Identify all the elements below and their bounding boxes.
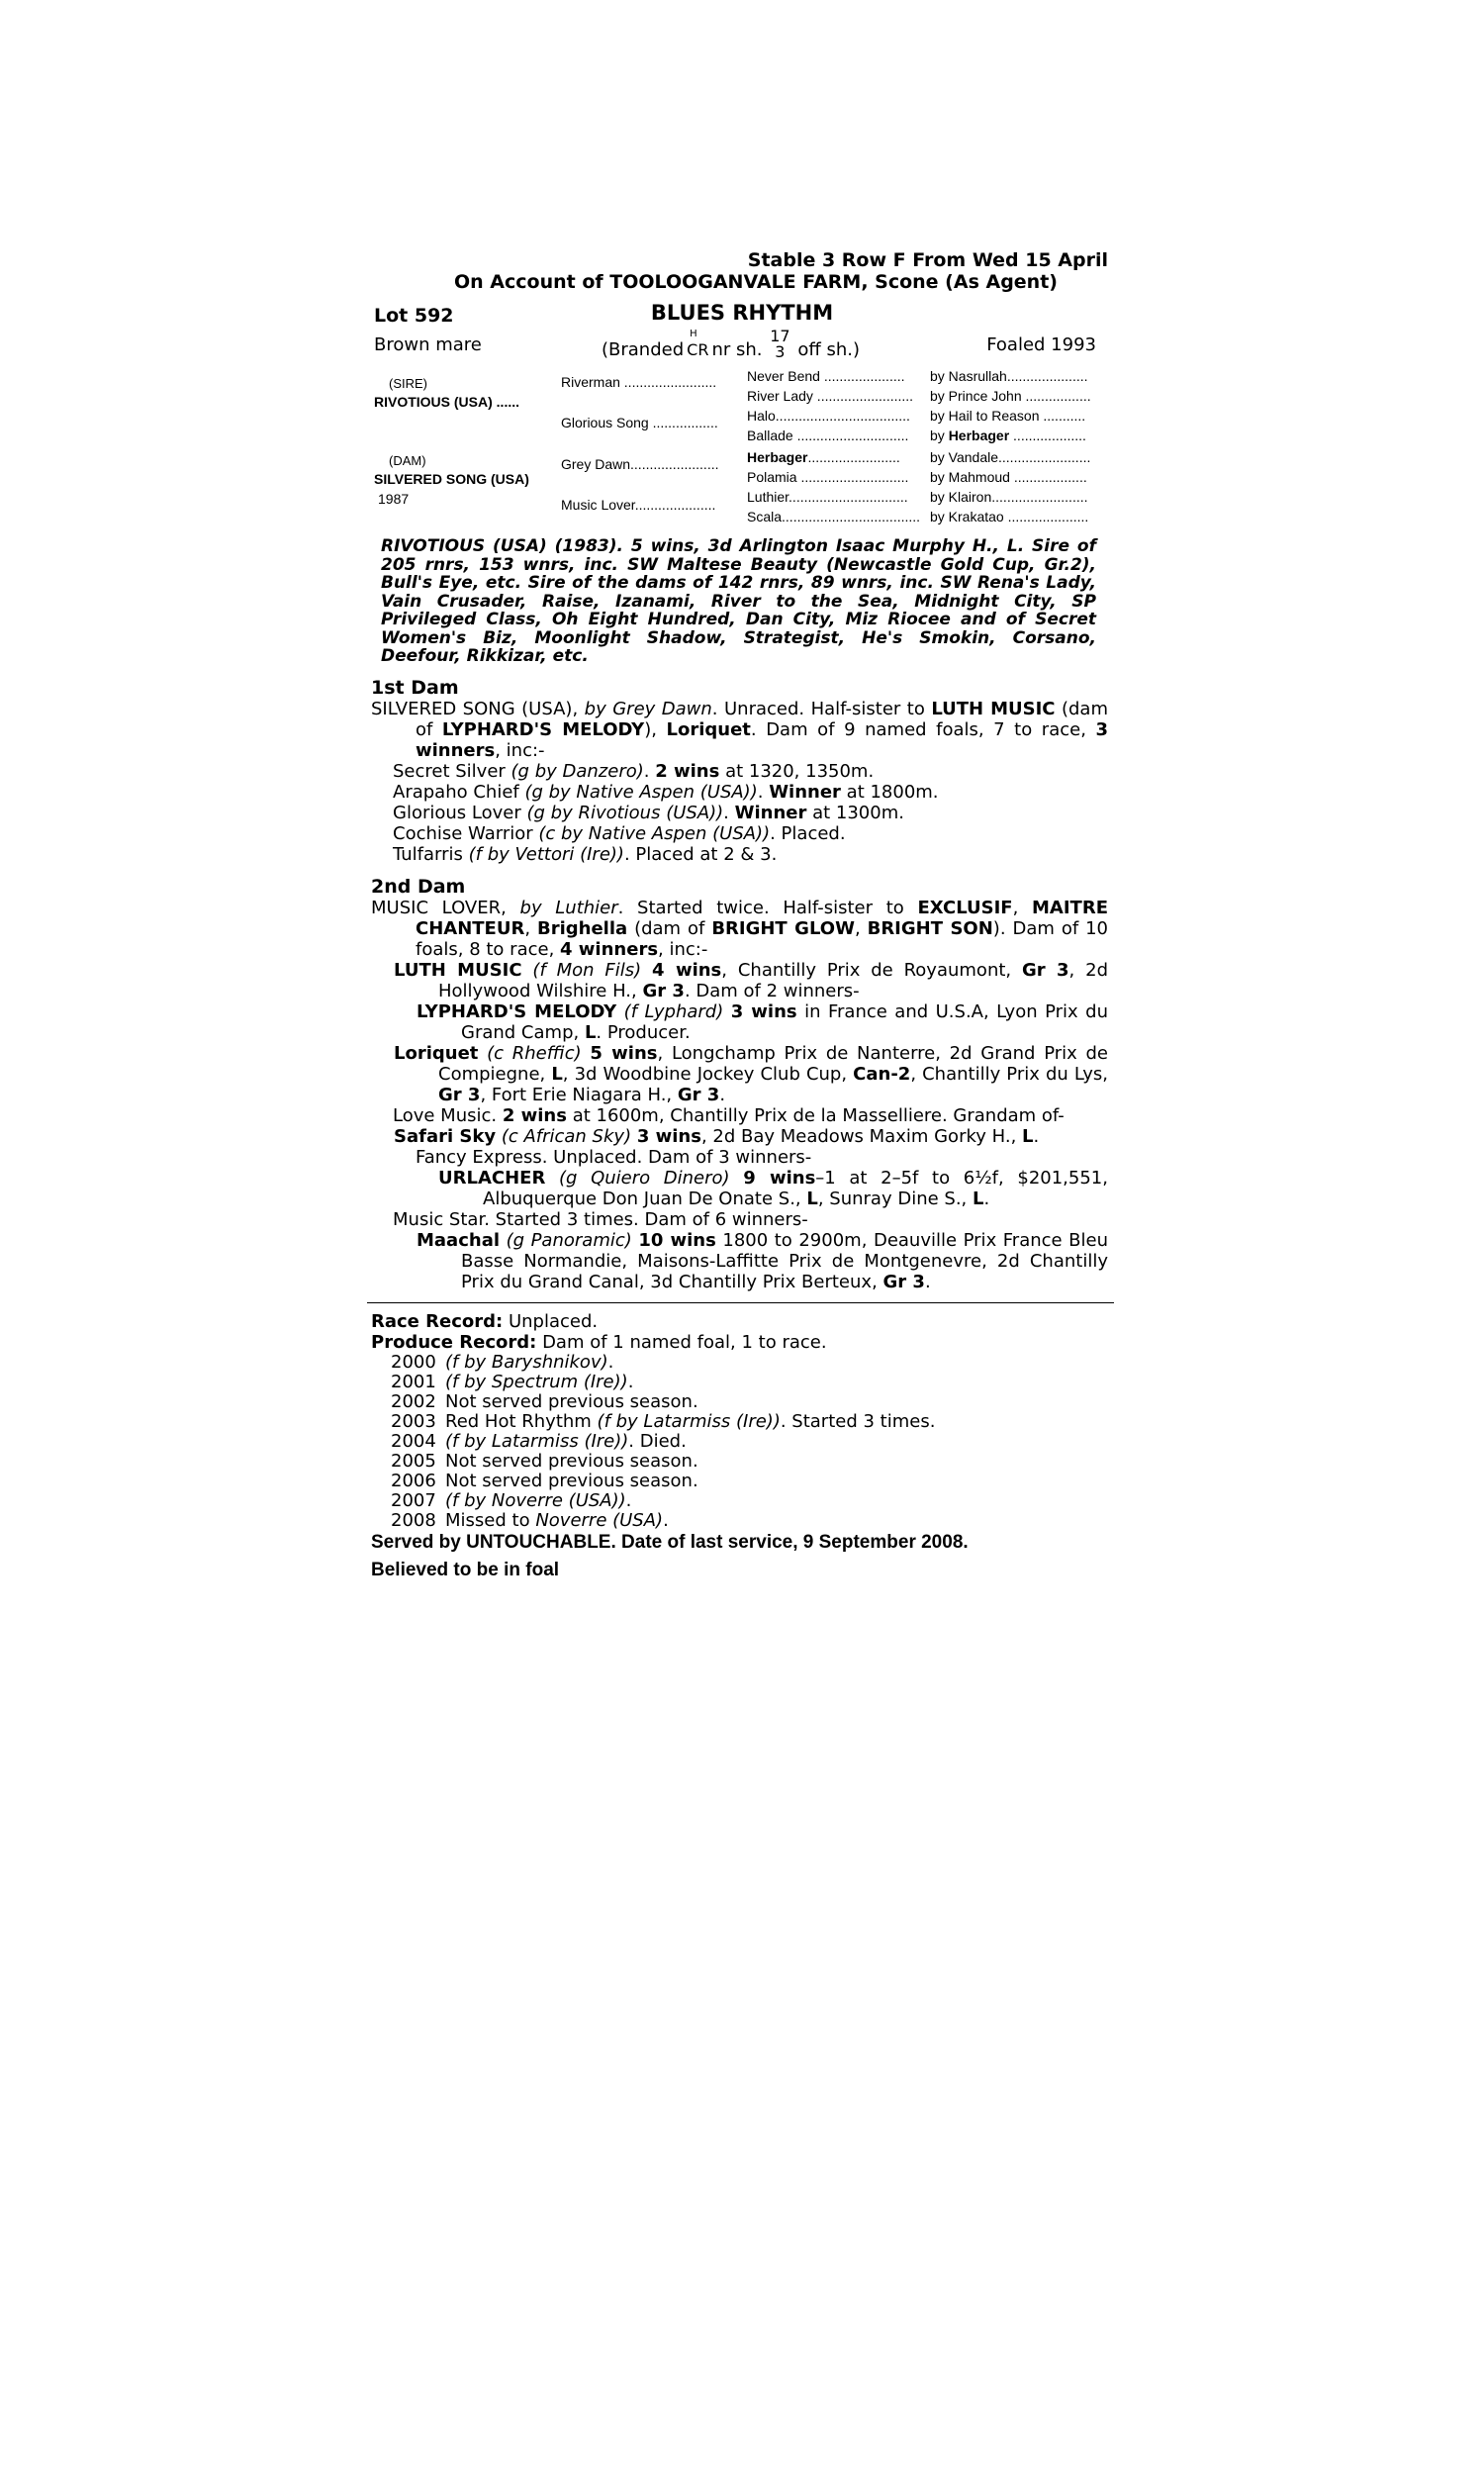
- ggg-8: by Krakatao .....................: [930, 509, 1089, 524]
- great-grand-7: Luthier...............................: [747, 489, 908, 505]
- sire-sire: Riverman ........................: [561, 374, 717, 390]
- ggg-7: by Klairon.........................: [930, 489, 1088, 505]
- horse-name: BLUES RHYTHM: [650, 301, 834, 325]
- great-grand-6: Polamia ............................: [747, 469, 909, 485]
- great-grand-1: Never Bend .....................: [747, 368, 905, 384]
- first-dam-heading: 1st Dam: [371, 676, 459, 699]
- brand-description: (Branded H CR nr sh. 17 3 off sh.): [602, 327, 860, 361]
- sire-name: RIVOTIOUS (USA) ......: [374, 394, 520, 410]
- great-grand-5: Herbager........................: [747, 449, 900, 465]
- grandprogeny-urlacher: URLACHER (g Quiero Dinero) 9 wins–1 at 2–5f to 6½f, $201,551, Albuquerque Don Juan De Onate S., L, Sunray Dine S., L.: [438, 1167, 1108, 1209]
- produce-detail: (f by Noverre (USA)).: [445, 1489, 632, 1511]
- race-record: Race Record: Unplaced.: [371, 1310, 599, 1332]
- produce-record: Produce Record: Dam of 1 named foal, 1 to race.: [371, 1331, 827, 1353]
- produce-detail: Not served previous season.: [445, 1390, 698, 1412]
- produce-detail: (f by Spectrum (Ire)).: [445, 1371, 634, 1392]
- produce-row: [371, 1373, 1108, 1392]
- produce-row: [371, 1392, 1108, 1412]
- lot-entry: [371, 249, 1108, 1582]
- produce-row: [371, 1432, 1108, 1452]
- produce-love-music: Love Music. 2 wins at 1600m, Chantilly Prix de la Masselliere. Grandam of-: [393, 1104, 1065, 1126]
- produce-year: 2000: [391, 1351, 436, 1373]
- foaled-year: Foaled 1993: [986, 334, 1096, 355]
- great-grand-8: Scala....................................: [747, 509, 921, 524]
- sire-dam: Glorious Song .................: [561, 415, 718, 430]
- progeny-row: Cochise Warrior (c by Native Aspen (USA)). Placed.: [393, 822, 846, 844]
- dam-sire: Grey Dawn.......................: [561, 456, 719, 472]
- great-grand-2: River Lady .........................: [747, 388, 914, 404]
- first-dam-text: SILVERED SONG (USA), by Grey Dawn. Unraced. Half-sister to LUTH MUSIC (dam of LYPHARD'S MELODY), Loriquet. Dam of 9 named foals, 7 to race, 3 winners, inc:-: [371, 698, 1109, 761]
- produce-year: 2006: [391, 1470, 436, 1491]
- brand-mark: H CR: [687, 329, 709, 359]
- produce-year: 2005: [391, 1450, 436, 1472]
- section-divider: [367, 1302, 1114, 1303]
- produce-detail: (f by Baryshnikov).: [445, 1351, 614, 1373]
- produce-year: 2008: [391, 1509, 436, 1531]
- description-row: [371, 329, 1108, 368]
- produce-detail: Not served previous season.: [445, 1470, 698, 1491]
- sire-summary: RIVOTIOUS (USA) (1983). 5 wins, 3d Arlington Isaac Murphy H., L. Sire of 205 rnrs, 153 wnrs, inc. SW Maltese Beauty (Newcastle Gold Cup, Gr.2), Bull's Eye, etc. Sire of the dams of 142 rnrs, 89 wnrs, inc. SW Rena's Lady, Vain Crusader, Raise, Izanami, River to the Sea, Midnight City, SP Privileged Class, Oh Eight Hundred, Dan City, Miz Riocee and of Secret Women's Biz, Moonlight Shadow, Strategist, He's Smokin, Corsano, Deefour, Rikkizar, etc.: [381, 536, 1096, 666]
- second-dam-heading: 2nd Dam: [371, 875, 466, 898]
- produce-row: [371, 1491, 1108, 1511]
- ggg-4: by Herbager ...................: [930, 428, 1086, 443]
- produce-row: [371, 1511, 1108, 1531]
- produce-row: [371, 1472, 1108, 1491]
- produce-year: 2007: [391, 1489, 436, 1511]
- produce-year: 2004: [391, 1430, 436, 1452]
- ggg-3: by Hail to Reason ...........: [930, 408, 1086, 424]
- progeny-row: Tulfarris (f by Vettori (Ire)). Placed at 2 & 3.: [393, 843, 778, 865]
- produce-lyphards-melody: LYPHARD'S MELODY (f Lyphard) 3 wins in France and U.S.A, Lyon Prix du Grand Camp, L. Producer.: [417, 1000, 1108, 1043]
- progeny-row: Glorious Lover (g by Rivotious (USA)). Winner at 1300m.: [393, 802, 904, 823]
- produce-year: 2003: [391, 1410, 436, 1432]
- grandprogeny-safari-sky: Safari Sky (c African Sky) 3 wins, 2d Bay Meadows Maxim Gorky H., L.: [394, 1125, 1040, 1147]
- dam-year: 1987: [378, 491, 410, 507]
- dam-label: (DAM): [389, 453, 426, 468]
- produce-loriquet: Loriquet (c Rheffic) 5 wins, Longchamp Prix de Nanterre, 2d Grand Prix de Compiegne, L, 3d Woodbine Jockey Club Cup, Can-2, Chantilly Prix du Lys, Gr 3, Fort Erie Niagara H., Gr 3.: [394, 1042, 1108, 1105]
- vendor-account: On Account of TOOLOOGANVALE FARM, Scone (As Agent): [454, 271, 1058, 293]
- lot-number: Lot 592: [374, 305, 454, 327]
- grandprogeny-maachal: Maachal (g Panoramic) 10 wins 1800 to 2900m, Deauville Prix France Bleu Basse Normandie, Maisons-Laffitte Prix de Montgenevre, 2d Chantilly Prix du Grand Canal, 3d Chantilly Prix Berteux, Gr 3.: [417, 1229, 1108, 1292]
- produce-list: [371, 1353, 1108, 1531]
- pedigree-table: [371, 368, 1108, 531]
- progeny-row: Secret Silver (g by Danzero). 2 wins at 1320, 1350m.: [393, 760, 875, 782]
- brand-fraction: 17 3: [770, 327, 790, 361]
- great-grand-3: Halo...................................: [747, 408, 910, 424]
- produce-detail: Not served previous season.: [445, 1450, 698, 1472]
- produce-detail: Red Hot Rhythm (f by Latarmiss (Ire)). Started 3 times.: [445, 1410, 936, 1432]
- grandprogeny-fancy-express: Fancy Express. Unplaced. Dam of 3 winners-: [416, 1146, 812, 1168]
- served-by: Served by UNTOUCHABLE. Date of last service, 9 September 2008.: [371, 1531, 969, 1553]
- progeny-row: Arapaho Chief (g by Native Aspen (USA)). Winner at 1800m.: [393, 781, 939, 803]
- produce-row: [371, 1412, 1108, 1432]
- produce-row: [371, 1353, 1108, 1373]
- ggg-6: by Mahmoud ...................: [930, 469, 1087, 485]
- dam-name: SILVERED SONG (USA): [374, 471, 529, 487]
- produce-year: 2002: [391, 1390, 436, 1412]
- produce-music-star: Music Star. Started 3 times. Dam of 6 winners-: [393, 1208, 808, 1230]
- produce-detail: Missed to Noverre (USA).: [445, 1509, 669, 1531]
- ggg-5: by Vandale........................: [930, 449, 1091, 465]
- horse-sex: Brown mare: [374, 334, 482, 355]
- lot-row: [371, 301, 1108, 329]
- great-grand-4: Ballade .............................: [747, 428, 909, 443]
- sire-label: (SIRE): [389, 376, 427, 391]
- foal-status: Believed to be in foal: [371, 1559, 560, 1580]
- ggg-2: by Prince John .................: [930, 388, 1091, 404]
- produce-detail: (f by Latarmiss (Ire)). Died.: [445, 1430, 687, 1452]
- ggg-1: by Nasrullah.....................: [930, 368, 1088, 384]
- stable-location: Stable 3 Row F From Wed 15 April: [747, 249, 1108, 271]
- dam-dam: Music Lover.....................: [561, 497, 716, 513]
- produce-year: 2001: [391, 1371, 436, 1392]
- produce-luth-music: LUTH MUSIC (f Mon Fils) 4 wins, Chantilly Prix de Royaumont, Gr 3, 2d Hollywood Wilshire H., Gr 3. Dam of 2 winners-: [394, 959, 1108, 1001]
- second-dam-text: MUSIC LOVER, by Luthier. Started twice. Half-sister to EXCLUSIF, MAITRE CHANTEUR, Brighella (dam of BRIGHT GLOW, BRIGHT SON). Dam of 10 foals, 8 to race, 4 winners, inc:-: [371, 897, 1108, 960]
- produce-row: [371, 1452, 1108, 1472]
